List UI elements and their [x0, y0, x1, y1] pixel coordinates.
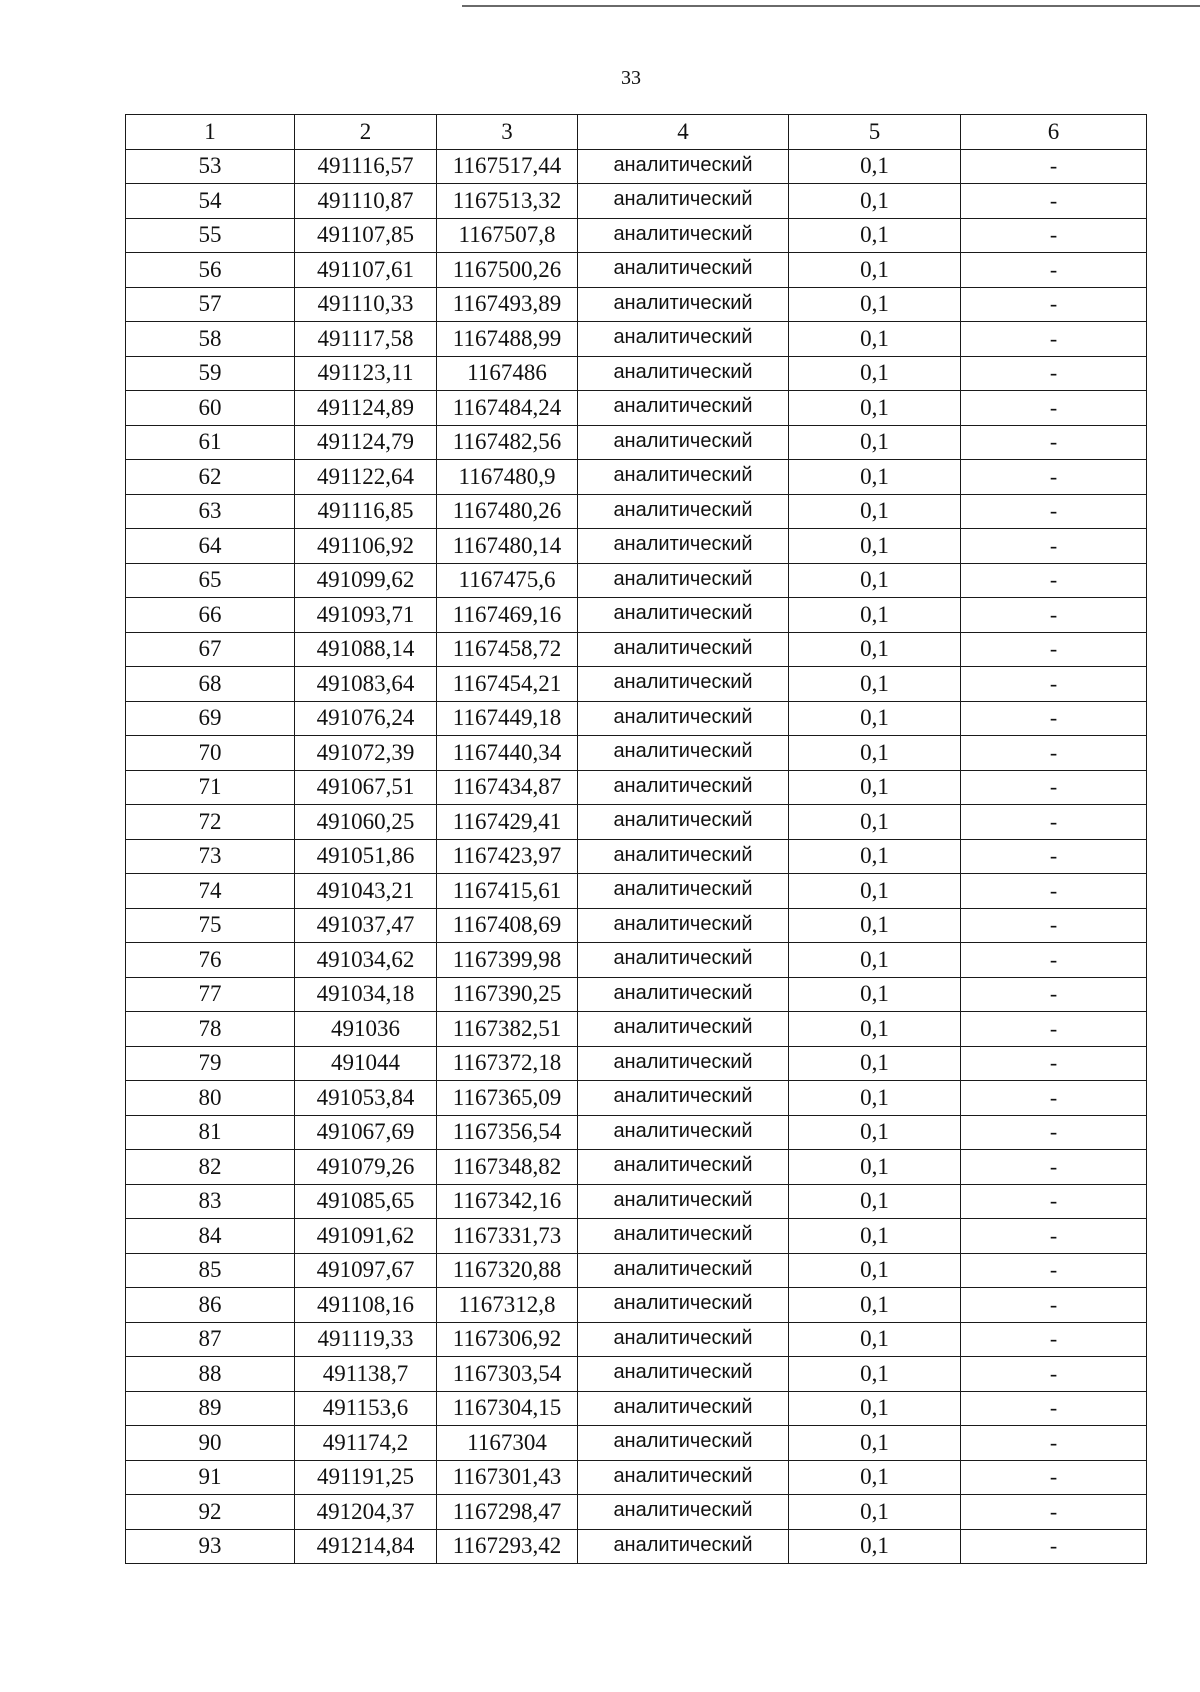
x-coordinate-cell: 491107,85 — [295, 218, 437, 253]
method-cell: аналитический — [578, 632, 789, 667]
y-coordinate-cell: 1167408,69 — [437, 908, 578, 943]
method-cell: аналитический — [578, 1253, 789, 1288]
note-cell: - — [961, 839, 1147, 874]
point-number-cell: 55 — [126, 218, 295, 253]
table-row — [126, 563, 1147, 598]
table-row — [126, 529, 1147, 564]
y-coordinate-cell: 1167365,09 — [437, 1081, 578, 1116]
point-number-cell: 74 — [126, 874, 295, 909]
table-row — [126, 218, 1147, 253]
method-cell: аналитический — [578, 1391, 789, 1426]
point-number-cell: 91 — [126, 1460, 295, 1495]
table-row — [126, 908, 1147, 943]
point-number-cell: 53 — [126, 149, 295, 184]
note-cell: - — [961, 1529, 1147, 1564]
accuracy-cell: 0,1 — [789, 1184, 961, 1219]
method-cell: аналитический — [578, 667, 789, 702]
accuracy-cell: 0,1 — [789, 1081, 961, 1116]
x-coordinate-cell: 491053,84 — [295, 1081, 437, 1116]
y-coordinate-cell: 1167342,16 — [437, 1184, 578, 1219]
column-header: 1 — [126, 115, 295, 150]
note-cell: - — [961, 1426, 1147, 1461]
method-cell: аналитический — [578, 391, 789, 426]
point-number-cell: 67 — [126, 632, 295, 667]
accuracy-cell: 0,1 — [789, 149, 961, 184]
y-coordinate-cell: 1167500,26 — [437, 253, 578, 288]
y-coordinate-cell: 1167449,18 — [437, 701, 578, 736]
point-number-cell: 68 — [126, 667, 295, 702]
accuracy-cell: 0,1 — [789, 736, 961, 771]
table-row — [126, 391, 1147, 426]
y-coordinate-cell: 1167434,87 — [437, 770, 578, 805]
method-cell: аналитический — [578, 770, 789, 805]
y-coordinate-cell: 1167513,32 — [437, 184, 578, 219]
point-number-cell: 63 — [126, 494, 295, 529]
accuracy-cell: 0,1 — [789, 184, 961, 219]
x-coordinate-cell: 491122,64 — [295, 460, 437, 495]
point-number-cell: 80 — [126, 1081, 295, 1116]
method-cell: аналитический — [578, 908, 789, 943]
note-cell: - — [961, 563, 1147, 598]
accuracy-cell: 0,1 — [789, 1460, 961, 1495]
note-cell: - — [961, 1253, 1147, 1288]
accuracy-cell: 0,1 — [789, 1046, 961, 1081]
method-cell: аналитический — [578, 1288, 789, 1323]
method-cell: аналитический — [578, 1426, 789, 1461]
y-coordinate-cell: 1167293,42 — [437, 1529, 578, 1564]
x-coordinate-cell: 491124,89 — [295, 391, 437, 426]
method-cell: аналитический — [578, 460, 789, 495]
y-coordinate-cell: 1167507,8 — [437, 218, 578, 253]
table-body — [126, 149, 1147, 1564]
table-row — [126, 977, 1147, 1012]
accuracy-cell: 0,1 — [789, 701, 961, 736]
method-cell: аналитический — [578, 943, 789, 978]
method-cell: аналитический — [578, 149, 789, 184]
accuracy-cell: 0,1 — [789, 1426, 961, 1461]
accuracy-cell: 0,1 — [789, 218, 961, 253]
point-number-cell: 59 — [126, 356, 295, 391]
y-coordinate-cell: 1167484,24 — [437, 391, 578, 426]
note-cell: - — [961, 1150, 1147, 1185]
table-row — [126, 1219, 1147, 1254]
table-row — [126, 598, 1147, 633]
note-cell: - — [961, 632, 1147, 667]
note-cell: - — [961, 1495, 1147, 1530]
x-coordinate-cell: 491079,26 — [295, 1150, 437, 1185]
point-number-cell: 84 — [126, 1219, 295, 1254]
point-number-cell: 56 — [126, 253, 295, 288]
table-row — [126, 322, 1147, 357]
method-cell: аналитический — [578, 1219, 789, 1254]
point-number-cell: 64 — [126, 529, 295, 564]
point-number-cell: 78 — [126, 1012, 295, 1047]
table-row — [126, 805, 1147, 840]
note-cell: - — [961, 598, 1147, 633]
table-row — [126, 736, 1147, 771]
x-coordinate-cell: 491110,33 — [295, 287, 437, 322]
y-coordinate-cell: 1167303,54 — [437, 1357, 578, 1392]
point-number-cell: 81 — [126, 1115, 295, 1150]
column-header: 3 — [437, 115, 578, 150]
point-number-cell: 66 — [126, 598, 295, 633]
x-coordinate-cell: 491083,64 — [295, 667, 437, 702]
point-number-cell: 75 — [126, 908, 295, 943]
accuracy-cell: 0,1 — [789, 598, 961, 633]
note-cell: - — [961, 1391, 1147, 1426]
y-coordinate-cell: 1167486 — [437, 356, 578, 391]
y-coordinate-cell: 1167475,6 — [437, 563, 578, 598]
y-coordinate-cell: 1167382,51 — [437, 1012, 578, 1047]
point-number-cell: 61 — [126, 425, 295, 460]
x-coordinate-cell: 491034,62 — [295, 943, 437, 978]
accuracy-cell: 0,1 — [789, 1012, 961, 1047]
note-cell: - — [961, 874, 1147, 909]
x-coordinate-cell: 491072,39 — [295, 736, 437, 771]
accuracy-cell: 0,1 — [789, 908, 961, 943]
x-coordinate-cell: 491108,16 — [295, 1288, 437, 1323]
point-number-cell: 60 — [126, 391, 295, 426]
method-cell: аналитический — [578, 1529, 789, 1564]
note-cell: - — [961, 977, 1147, 1012]
note-cell: - — [961, 667, 1147, 702]
x-coordinate-cell: 491091,62 — [295, 1219, 437, 1254]
point-number-cell: 90 — [126, 1426, 295, 1461]
method-cell: аналитический — [578, 598, 789, 633]
accuracy-cell: 0,1 — [789, 1150, 961, 1185]
note-cell: - — [961, 494, 1147, 529]
accuracy-cell: 0,1 — [789, 1495, 961, 1530]
note-cell: - — [961, 425, 1147, 460]
method-cell: аналитический — [578, 701, 789, 736]
accuracy-cell: 0,1 — [789, 287, 961, 322]
table-row — [126, 460, 1147, 495]
accuracy-cell: 0,1 — [789, 322, 961, 357]
point-number-cell: 87 — [126, 1322, 295, 1357]
note-cell: - — [961, 908, 1147, 943]
method-cell: аналитический — [578, 1081, 789, 1116]
y-coordinate-cell: 1167488,99 — [437, 322, 578, 357]
accuracy-cell: 0,1 — [789, 943, 961, 978]
table-row — [126, 494, 1147, 529]
table-row — [126, 770, 1147, 805]
y-coordinate-cell: 1167372,18 — [437, 1046, 578, 1081]
y-coordinate-cell: 1167480,9 — [437, 460, 578, 495]
table-row — [126, 253, 1147, 288]
accuracy-cell: 0,1 — [789, 425, 961, 460]
point-number-cell: 88 — [126, 1357, 295, 1392]
y-coordinate-cell: 1167348,82 — [437, 1150, 578, 1185]
note-cell: - — [961, 184, 1147, 219]
column-header: 5 — [789, 115, 961, 150]
y-coordinate-cell: 1167480,14 — [437, 529, 578, 564]
point-number-cell: 57 — [126, 287, 295, 322]
note-cell: - — [961, 529, 1147, 564]
table-row — [126, 1253, 1147, 1288]
accuracy-cell: 0,1 — [789, 1357, 961, 1392]
accuracy-cell: 0,1 — [789, 529, 961, 564]
method-cell: аналитический — [578, 839, 789, 874]
y-coordinate-cell: 1167356,54 — [437, 1115, 578, 1150]
method-cell: аналитический — [578, 529, 789, 564]
method-cell: аналитический — [578, 1495, 789, 1530]
table-row — [126, 149, 1147, 184]
y-coordinate-cell: 1167440,34 — [437, 736, 578, 771]
x-coordinate-cell: 491124,79 — [295, 425, 437, 460]
note-cell: - — [961, 149, 1147, 184]
accuracy-cell: 0,1 — [789, 839, 961, 874]
page-number: 33 — [621, 67, 641, 89]
point-number-cell: 79 — [126, 1046, 295, 1081]
note-cell: - — [961, 1081, 1147, 1116]
method-cell: аналитический — [578, 253, 789, 288]
method-cell: аналитический — [578, 356, 789, 391]
table-row — [126, 1495, 1147, 1530]
y-coordinate-cell: 1167480,26 — [437, 494, 578, 529]
x-coordinate-cell: 491117,58 — [295, 322, 437, 357]
x-coordinate-cell: 491034,18 — [295, 977, 437, 1012]
accuracy-cell: 0,1 — [789, 1115, 961, 1150]
point-number-cell: 85 — [126, 1253, 295, 1288]
x-coordinate-cell: 491214,84 — [295, 1529, 437, 1564]
accuracy-cell: 0,1 — [789, 1219, 961, 1254]
method-cell: аналитический — [578, 1322, 789, 1357]
table-row — [126, 701, 1147, 736]
y-coordinate-cell: 1167454,21 — [437, 667, 578, 702]
accuracy-cell: 0,1 — [789, 1391, 961, 1426]
note-cell: - — [961, 1322, 1147, 1357]
table-row — [126, 874, 1147, 909]
y-coordinate-cell: 1167312,8 — [437, 1288, 578, 1323]
method-cell: аналитический — [578, 977, 789, 1012]
note-cell: - — [961, 1012, 1147, 1047]
method-cell: аналитический — [578, 563, 789, 598]
table-row — [126, 839, 1147, 874]
accuracy-cell: 0,1 — [789, 1288, 961, 1323]
method-cell: аналитический — [578, 1115, 789, 1150]
table-row — [126, 943, 1147, 978]
note-cell: - — [961, 287, 1147, 322]
note-cell: - — [961, 253, 1147, 288]
note-cell: - — [961, 1288, 1147, 1323]
x-coordinate-cell: 491123,11 — [295, 356, 437, 391]
y-coordinate-cell: 1167331,73 — [437, 1219, 578, 1254]
point-number-cell: 72 — [126, 805, 295, 840]
x-coordinate-cell: 491093,71 — [295, 598, 437, 633]
method-cell: аналитический — [578, 1046, 789, 1081]
note-cell: - — [961, 460, 1147, 495]
note-cell: - — [961, 1219, 1147, 1254]
point-number-cell: 54 — [126, 184, 295, 219]
accuracy-cell: 0,1 — [789, 391, 961, 426]
accuracy-cell: 0,1 — [789, 1253, 961, 1288]
accuracy-cell: 0,1 — [789, 253, 961, 288]
y-coordinate-cell: 1167482,56 — [437, 425, 578, 460]
point-number-cell: 71 — [126, 770, 295, 805]
x-coordinate-cell: 491043,21 — [295, 874, 437, 909]
y-coordinate-cell: 1167415,61 — [437, 874, 578, 909]
method-cell: аналитический — [578, 184, 789, 219]
table-row — [126, 1529, 1147, 1564]
y-coordinate-cell: 1167458,72 — [437, 632, 578, 667]
note-cell: - — [961, 701, 1147, 736]
method-cell: аналитический — [578, 1184, 789, 1219]
note-cell: - — [961, 218, 1147, 253]
table-row — [126, 1115, 1147, 1150]
y-coordinate-cell: 1167320,88 — [437, 1253, 578, 1288]
method-cell: аналитический — [578, 874, 789, 909]
point-number-cell: 93 — [126, 1529, 295, 1564]
accuracy-cell: 0,1 — [789, 977, 961, 1012]
method-cell: аналитический — [578, 1012, 789, 1047]
x-coordinate-cell: 491044 — [295, 1046, 437, 1081]
note-cell: - — [961, 943, 1147, 978]
column-header: 6 — [961, 115, 1147, 150]
table-row — [126, 1081, 1147, 1116]
x-coordinate-cell: 491174,2 — [295, 1426, 437, 1461]
x-coordinate-cell: 491110,87 — [295, 184, 437, 219]
x-coordinate-cell: 491067,69 — [295, 1115, 437, 1150]
column-header: 2 — [295, 115, 437, 150]
table-header-row — [126, 115, 1147, 150]
point-number-cell: 86 — [126, 1288, 295, 1323]
y-coordinate-cell: 1167298,47 — [437, 1495, 578, 1530]
note-cell: - — [961, 322, 1147, 357]
table-row — [126, 1426, 1147, 1461]
point-number-cell: 62 — [126, 460, 295, 495]
x-coordinate-cell: 491051,86 — [295, 839, 437, 874]
point-number-cell: 76 — [126, 943, 295, 978]
y-coordinate-cell: 1167399,98 — [437, 943, 578, 978]
method-cell: аналитический — [578, 1150, 789, 1185]
y-coordinate-cell: 1167390,25 — [437, 977, 578, 1012]
method-cell: аналитический — [578, 1357, 789, 1392]
table-row — [126, 1184, 1147, 1219]
method-cell: аналитический — [578, 736, 789, 771]
y-coordinate-cell: 1167429,41 — [437, 805, 578, 840]
accuracy-cell: 0,1 — [789, 874, 961, 909]
accuracy-cell: 0,1 — [789, 770, 961, 805]
table-row — [126, 1150, 1147, 1185]
x-coordinate-cell: 491037,47 — [295, 908, 437, 943]
note-cell: - — [961, 391, 1147, 426]
table-row — [126, 1288, 1147, 1323]
table-row — [126, 1012, 1147, 1047]
table-row — [126, 1460, 1147, 1495]
method-cell: аналитический — [578, 1460, 789, 1495]
table-row — [126, 667, 1147, 702]
table-row — [126, 632, 1147, 667]
x-coordinate-cell: 491191,25 — [295, 1460, 437, 1495]
y-coordinate-cell: 1167301,43 — [437, 1460, 578, 1495]
note-cell: - — [961, 1115, 1147, 1150]
coordinates-table — [125, 114, 1147, 1564]
note-cell: - — [961, 356, 1147, 391]
x-coordinate-cell: 491106,92 — [295, 529, 437, 564]
point-number-cell: 70 — [126, 736, 295, 771]
table-row — [126, 1322, 1147, 1357]
x-coordinate-cell: 491204,37 — [295, 1495, 437, 1530]
accuracy-cell: 0,1 — [789, 1322, 961, 1357]
point-number-cell: 65 — [126, 563, 295, 598]
y-coordinate-cell: 1167493,89 — [437, 287, 578, 322]
x-coordinate-cell: 491088,14 — [295, 632, 437, 667]
accuracy-cell: 0,1 — [789, 667, 961, 702]
note-cell: - — [961, 1046, 1147, 1081]
method-cell: аналитический — [578, 287, 789, 322]
x-coordinate-cell: 491036 — [295, 1012, 437, 1047]
x-coordinate-cell: 491067,51 — [295, 770, 437, 805]
table-row — [126, 184, 1147, 219]
point-number-cell: 89 — [126, 1391, 295, 1426]
y-coordinate-cell: 1167469,16 — [437, 598, 578, 633]
point-number-cell: 73 — [126, 839, 295, 874]
point-number-cell: 83 — [126, 1184, 295, 1219]
x-coordinate-cell: 491097,67 — [295, 1253, 437, 1288]
x-coordinate-cell: 491060,25 — [295, 805, 437, 840]
y-coordinate-cell: 1167306,92 — [437, 1322, 578, 1357]
note-cell: - — [961, 736, 1147, 771]
x-coordinate-cell: 491099,62 — [295, 563, 437, 598]
accuracy-cell: 0,1 — [789, 356, 961, 391]
method-cell: аналитический — [578, 322, 789, 357]
point-number-cell: 69 — [126, 701, 295, 736]
note-cell: - — [961, 805, 1147, 840]
x-coordinate-cell: 491116,85 — [295, 494, 437, 529]
y-coordinate-cell: 1167423,97 — [437, 839, 578, 874]
top-rule — [462, 5, 1200, 7]
x-coordinate-cell: 491138,7 — [295, 1357, 437, 1392]
method-cell: аналитический — [578, 805, 789, 840]
column-header: 4 — [578, 115, 789, 150]
table-row — [126, 1391, 1147, 1426]
x-coordinate-cell: 491085,65 — [295, 1184, 437, 1219]
method-cell: аналитический — [578, 494, 789, 529]
x-coordinate-cell: 491116,57 — [295, 149, 437, 184]
accuracy-cell: 0,1 — [789, 563, 961, 598]
accuracy-cell: 0,1 — [789, 805, 961, 840]
y-coordinate-cell: 1167304 — [437, 1426, 578, 1461]
point-number-cell: 82 — [126, 1150, 295, 1185]
note-cell: - — [961, 1184, 1147, 1219]
table-row — [126, 425, 1147, 460]
accuracy-cell: 0,1 — [789, 632, 961, 667]
x-coordinate-cell: 491153,6 — [295, 1391, 437, 1426]
point-number-cell: 92 — [126, 1495, 295, 1530]
method-cell: аналитический — [578, 425, 789, 460]
y-coordinate-cell: 1167304,15 — [437, 1391, 578, 1426]
point-number-cell: 77 — [126, 977, 295, 1012]
table-row — [126, 287, 1147, 322]
method-cell: аналитический — [578, 218, 789, 253]
note-cell: - — [961, 770, 1147, 805]
x-coordinate-cell: 491107,61 — [295, 253, 437, 288]
table-row — [126, 1046, 1147, 1081]
note-cell: - — [961, 1460, 1147, 1495]
y-coordinate-cell: 1167517,44 — [437, 149, 578, 184]
x-coordinate-cell: 491076,24 — [295, 701, 437, 736]
accuracy-cell: 0,1 — [789, 460, 961, 495]
table-row — [126, 356, 1147, 391]
point-number-cell: 58 — [126, 322, 295, 357]
note-cell: - — [961, 1357, 1147, 1392]
table-row — [126, 1357, 1147, 1392]
x-coordinate-cell: 491119,33 — [295, 1322, 437, 1357]
accuracy-cell: 0,1 — [789, 494, 961, 529]
accuracy-cell: 0,1 — [789, 1529, 961, 1564]
